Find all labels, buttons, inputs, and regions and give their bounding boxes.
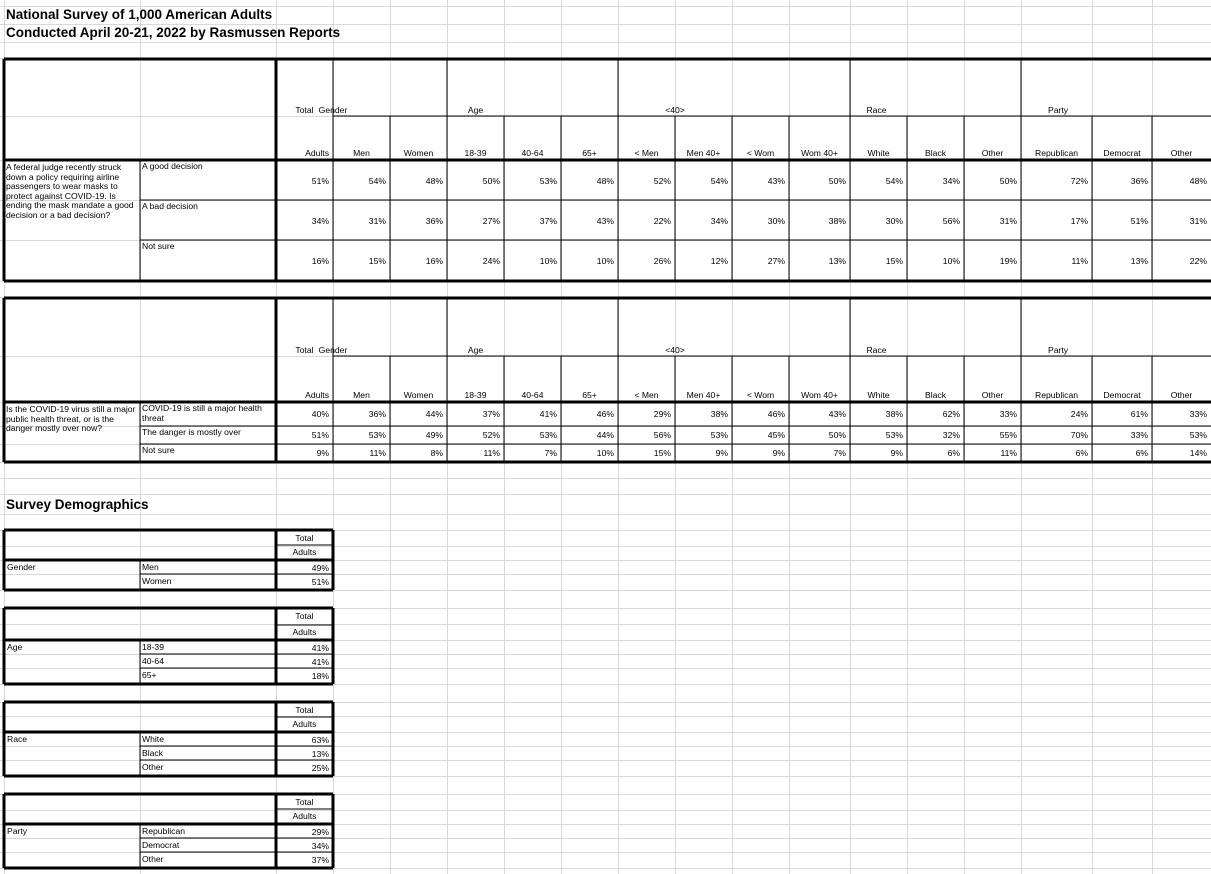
group-header-1: Age [467,105,484,115]
column-header-5: < Men [634,148,659,158]
cell-value: 24% [1070,409,1088,419]
cell-value: 52% [482,430,500,440]
column-header-11: Other [981,390,1004,400]
survey-subtitle: Conducted April 20-21, 2022 by Rasmussen Reports [6,25,341,40]
group-header-3: Race [866,105,887,115]
column-header-7: < Wom [746,390,775,400]
demographic-name: Gender [7,562,36,572]
cell-value: 9% [890,448,903,458]
total-header: Total [295,533,314,543]
demographic-label: Women [142,576,172,586]
answer-label: Not sure [142,445,175,455]
demographic-name: Party [7,826,28,836]
cell-value: 30% [885,216,903,226]
total-header: Total [295,105,314,115]
demographic-label: Men [142,562,159,572]
demographic-label: 18-39 [142,642,164,652]
cell-value: 53% [368,430,386,440]
cell-value: 16% [425,256,443,266]
column-header-9: White [867,148,890,158]
column-header-8: Wom 40+ [801,148,838,158]
cell-value: 22% [1189,256,1207,266]
answer-label: A bad decision [142,201,198,211]
column-header-13: Democrat [1103,390,1141,400]
demographic-value: 25% [311,763,329,773]
cell-value: 61% [1130,409,1148,419]
total-value: 51% [311,430,329,440]
cell-value: 12% [710,256,728,266]
cell-value: 33% [1189,409,1207,419]
cell-value: 50% [828,176,846,186]
cell-value: 27% [767,256,785,266]
column-header-0: Men [353,390,370,400]
adults-header: Adults [292,719,317,729]
group-header-4: Party [1047,345,1069,355]
cell-value: 13% [828,256,846,266]
cell-value: 11% [483,448,500,458]
column-header-4: 65+ [582,148,597,158]
column-header-14: Other [1170,148,1193,158]
column-header-12: Republican [1035,390,1078,400]
demographic-label: Democrat [142,840,180,850]
column-header-6: Men 40+ [686,390,721,400]
demographic-value: 49% [311,563,329,573]
demographic-value: 51% [311,577,329,587]
cell-value: 43% [767,176,785,186]
column-header-7: < Wom [746,148,775,158]
demographic-name: Age [7,642,23,652]
cell-value: 53% [885,430,903,440]
adults-header: Adults [292,627,317,637]
total-value: 51% [311,176,329,186]
cell-value: 48% [425,176,443,186]
group-header-1: Age [467,345,484,355]
cell-value: 36% [368,409,386,419]
demographic-value: 34% [311,841,329,851]
demographics-title: Survey Demographics [6,497,149,512]
column-header-0: Men [353,148,370,158]
cell-value: 9% [715,448,728,458]
total-value: 16% [311,256,329,266]
cell-value: 72% [1070,176,1088,186]
cell-value: 37% [539,216,557,226]
cell-value: 17% [1070,216,1088,226]
group-header-3: Race [866,345,887,355]
column-header-3: 40-64 [521,390,544,400]
cell-value: 54% [885,176,903,186]
group-header-4: Party [1047,105,1069,115]
demographic-name: Race [7,734,28,744]
cell-value: 54% [710,176,728,186]
cell-value: 24% [482,256,500,266]
answer-label: The danger is mostly over [142,427,241,437]
column-header-2: 18-39 [464,148,487,158]
total-header: Total [295,797,314,807]
cell-value: 33% [999,409,1017,419]
cell-value: 34% [710,216,728,226]
column-header-1: Women [403,148,434,158]
column-header-6: Men 40+ [686,148,721,158]
cell-value: 19% [999,256,1017,266]
question-text: A federal judge recently struck down a policy requiring airline passengers to wear masks to protect against COVID-19. Is ending the mask mandate a good decision or a bad decision? [6,162,134,220]
answer-label: Not sure [142,241,175,251]
cell-value: 52% [653,176,671,186]
column-header-12: Republican [1035,148,1078,158]
total-header: Total [295,345,314,355]
cell-value: 14% [1189,448,1207,458]
cell-value: 10% [942,256,960,266]
group-header-0: Gender [318,105,348,115]
cell-value: 31% [1189,216,1207,226]
group-header-0: Gender [318,345,348,355]
cell-value: 50% [482,176,500,186]
cell-value: 46% [767,409,785,419]
cell-value: 37% [482,409,500,419]
cell-value: 53% [539,176,557,186]
cell-value: 54% [368,176,386,186]
cell-value: 32% [942,430,960,440]
total-header: Total [295,611,314,621]
cell-value: 11% [1071,256,1088,266]
cell-value: 43% [596,216,614,226]
cell-value: 51% [1130,216,1148,226]
cell-value: 46% [596,409,614,419]
adults-header: Adults [292,547,317,557]
cell-value: 48% [596,176,614,186]
group-header-2: <40> [665,105,685,115]
cell-value: 15% [885,256,903,266]
total-value: 34% [311,216,329,226]
cell-value: 43% [828,409,846,419]
demographic-value: 41% [311,643,329,653]
total-value: 9% [316,448,329,458]
cell-value: 44% [596,430,614,440]
cell-value: 22% [653,216,671,226]
cell-value: 7% [833,448,846,458]
cell-value: 13% [1130,256,1148,266]
total-value: 40% [311,409,329,419]
column-header-1: Women [403,390,434,400]
demographic-label: Other [142,762,164,772]
cell-value: 31% [368,216,386,226]
survey-title: National Survey of 1,000 American Adults [6,7,273,22]
cell-value: 45% [767,430,785,440]
demographic-value: 29% [311,827,329,837]
cell-value: 56% [942,216,960,226]
demographic-value: 63% [311,735,329,745]
adults-header: Adults [292,811,317,821]
cell-value: 10% [596,256,614,266]
cell-value: 53% [1189,430,1207,440]
column-header-14: Other [1170,390,1193,400]
column-header-10: Black [924,390,946,400]
cell-value: 6% [947,448,960,458]
cell-value: 15% [368,256,386,266]
cell-value: 11% [369,448,386,458]
cell-value: 50% [828,430,846,440]
cell-value: 7% [544,448,557,458]
column-header-8: Wom 40+ [801,390,838,400]
cell-value: 53% [710,430,728,440]
cell-value: 38% [710,409,728,419]
column-header-2: 18-39 [464,390,487,400]
cell-value: 44% [425,409,443,419]
question-text: Is the COVID-19 virus still a major public health threat, or is the danger mostly over now? [6,404,136,433]
column-header-9: White [867,390,890,400]
cell-value: 53% [539,430,557,440]
adults-header: Adults [305,390,329,400]
cell-value: 38% [828,216,846,226]
cell-value: 10% [596,448,614,458]
demographic-value: 41% [311,657,329,667]
column-header-5: < Men [634,390,659,400]
cell-value: 26% [653,256,671,266]
demographic-label: Republican [142,826,185,836]
answer-label: A good decision [142,161,203,171]
cell-value: 55% [999,430,1017,440]
demographic-label: 40-64 [142,656,164,666]
demographic-value: 18% [311,671,329,681]
group-header-2: <40> [665,345,685,355]
total-header: Total [295,705,314,715]
cell-value: 36% [1130,176,1148,186]
cell-value: 27% [482,216,500,226]
demographic-label: Other [142,854,164,864]
demographic-label: Black [142,748,164,758]
cell-value: 8% [430,448,443,458]
cell-value: 15% [653,448,671,458]
column-header-3: 40-64 [521,148,544,158]
cell-value: 49% [425,430,443,440]
cell-value: 10% [539,256,557,266]
cell-value: 31% [999,216,1017,226]
demographic-label: 65+ [142,670,157,680]
cell-value: 6% [1135,448,1148,458]
column-header-4: 65+ [582,390,597,400]
adults-header: Adults [305,148,329,158]
cell-value: 36% [425,216,443,226]
column-header-11: Other [981,148,1004,158]
cell-value: 11% [1000,448,1017,458]
demographic-label: White [142,734,164,744]
cell-value: 41% [539,409,557,419]
cell-value: 50% [999,176,1017,186]
cell-value: 9% [772,448,785,458]
cell-value: 33% [1130,430,1148,440]
demographic-value: 13% [311,749,329,759]
cell-value: 38% [885,409,903,419]
cell-value: 70% [1070,430,1088,440]
cell-value: 29% [653,409,671,419]
cell-value: 6% [1075,448,1088,458]
column-header-10: Black [924,148,946,158]
column-header-13: Democrat [1103,148,1141,158]
answer-label: COVID-19 is still a major health threat [142,403,262,423]
cell-value: 56% [653,430,671,440]
cell-value: 62% [942,409,960,419]
cell-value: 30% [767,216,785,226]
cell-value: 34% [942,176,960,186]
demographic-value: 37% [311,855,329,865]
cell-value: 48% [1189,176,1207,186]
